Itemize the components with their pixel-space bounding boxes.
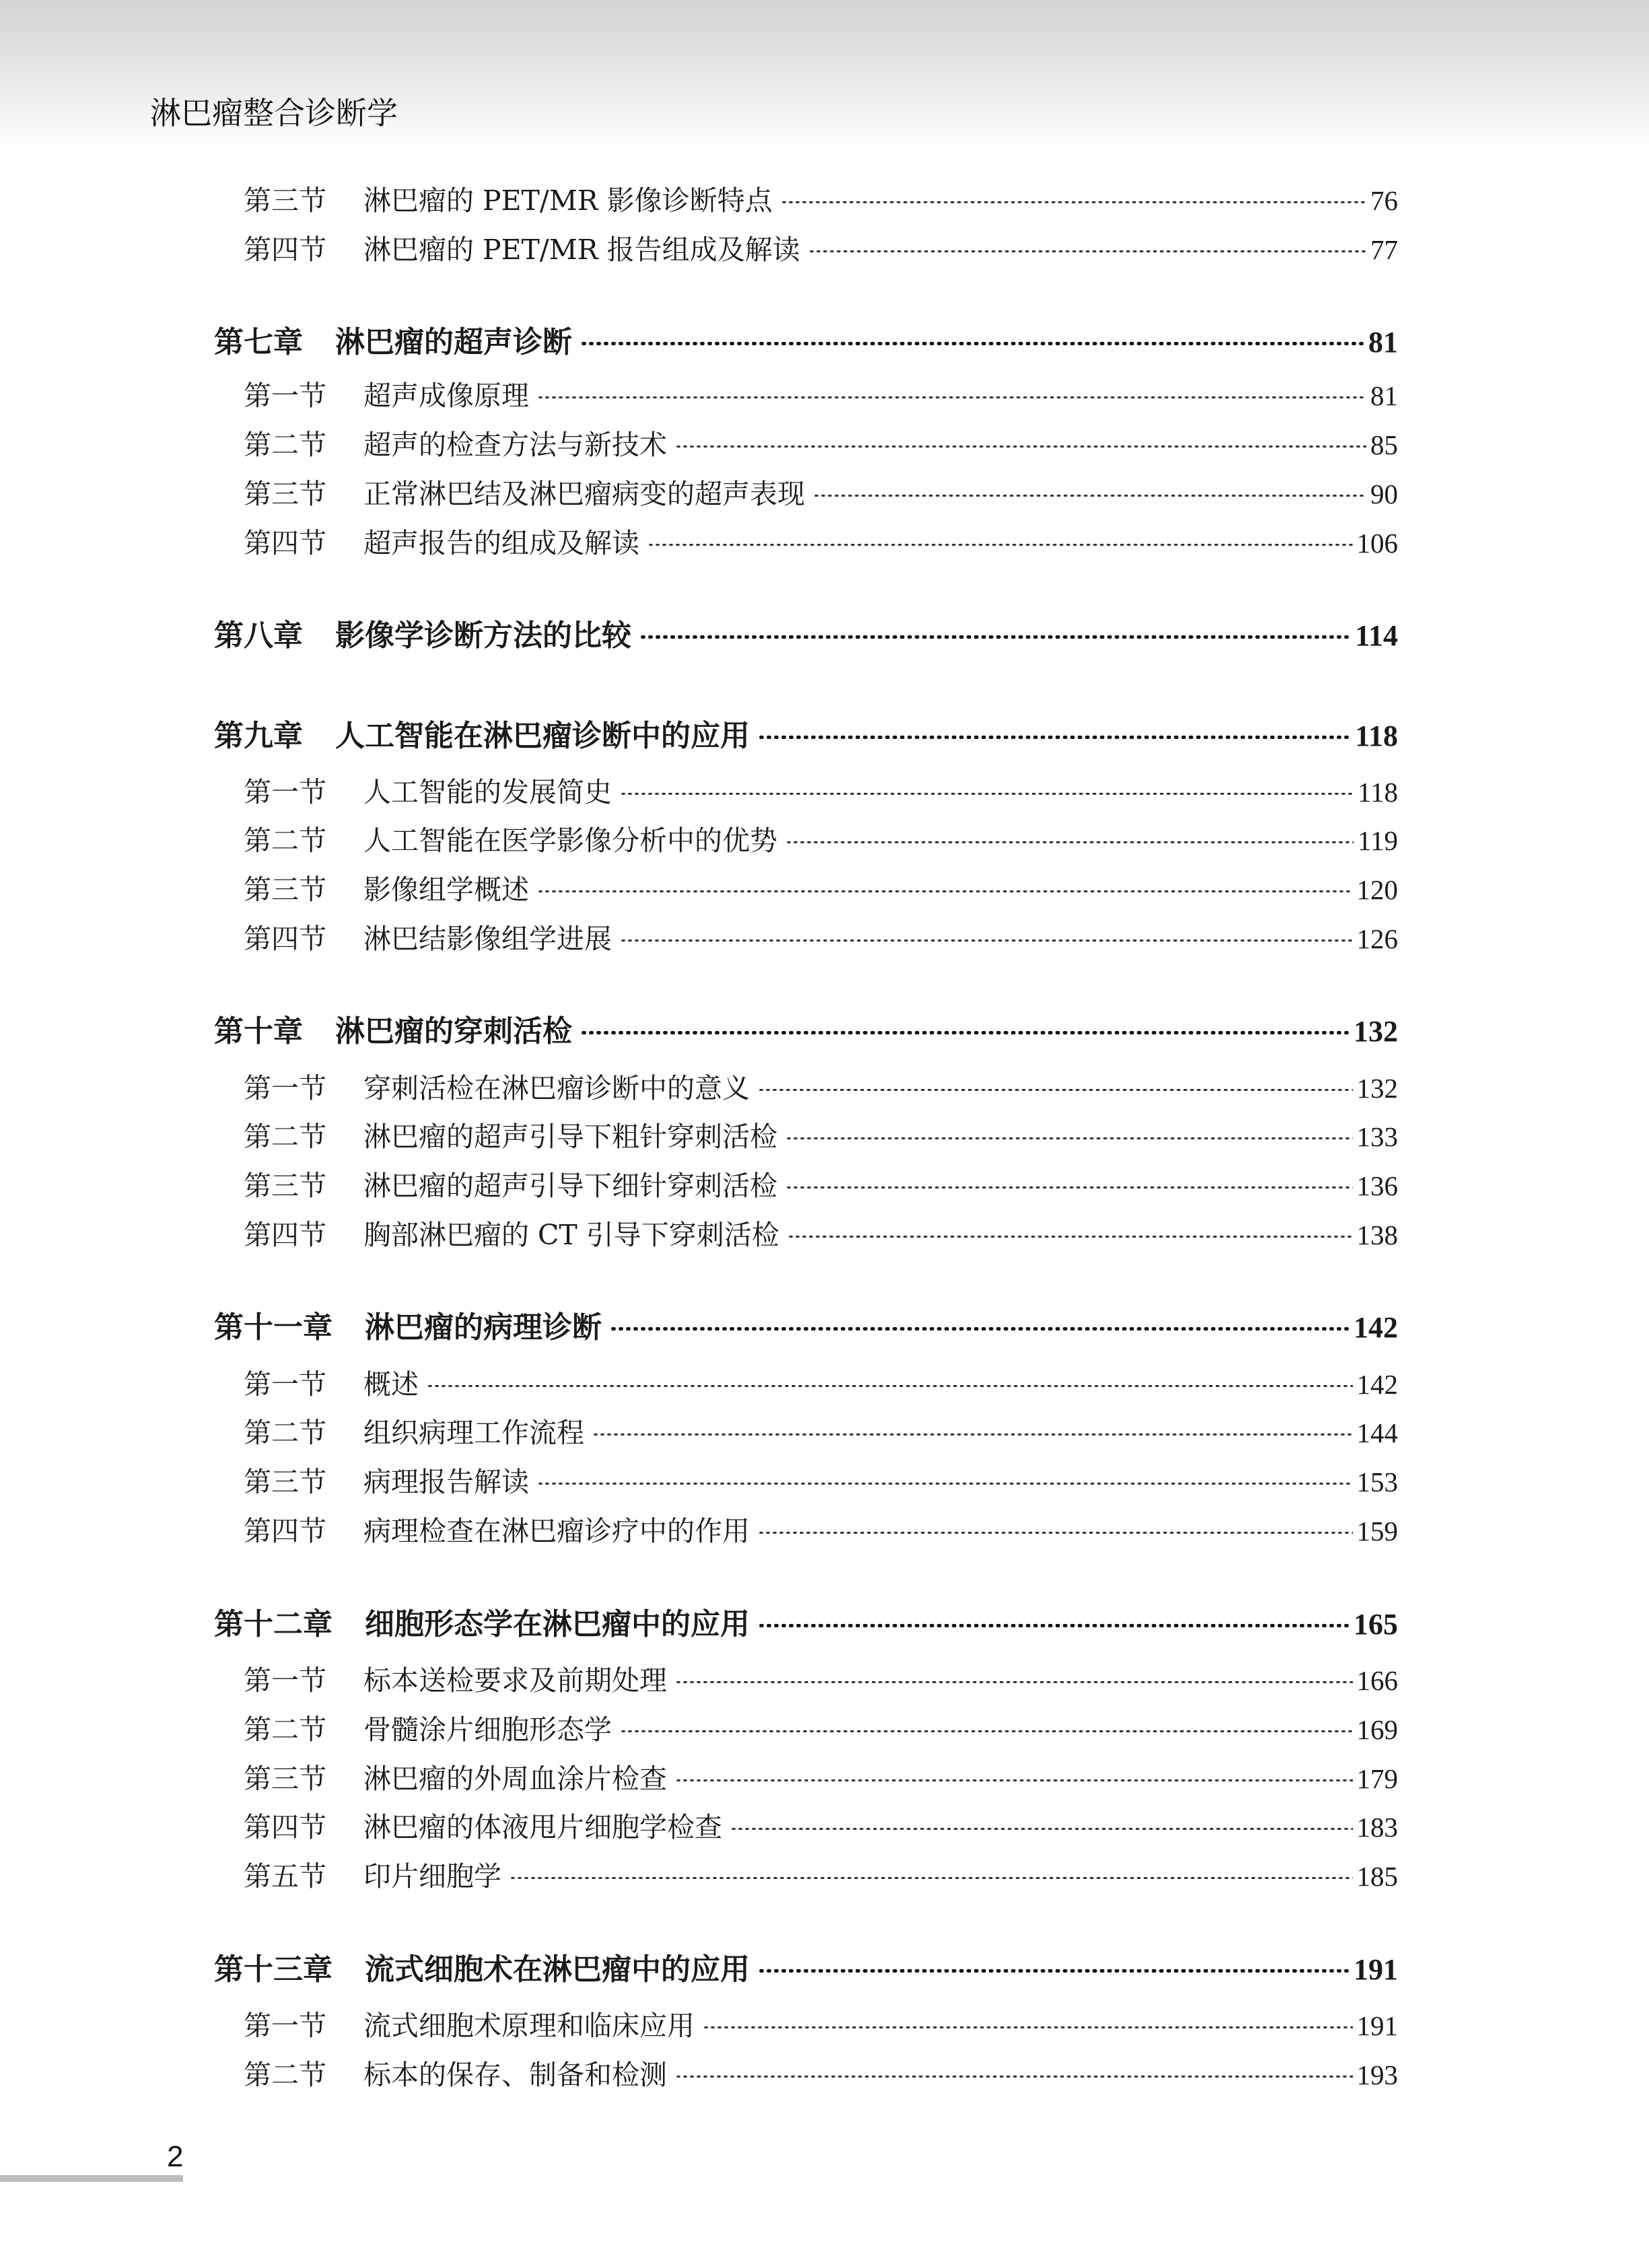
toc-entry-number: 第一节: [244, 1368, 326, 1401]
dot-leader: [813, 495, 1366, 497]
toc-entry-title: 淋巴瘤的超声引导下粗针穿刺活检: [363, 1121, 777, 1153]
toc-entry-page: 144: [1356, 1417, 1398, 1448]
toc-section-entry: [244, 1114, 1398, 1154]
toc-entry-title: 病理报告解读: [363, 1466, 529, 1498]
toc-section-entry: [244, 917, 1398, 956]
toc-entry-title: 超声的检查方法与新技术: [363, 429, 667, 461]
dot-leader: [639, 635, 1351, 639]
footer-bar: [0, 2175, 183, 2182]
toc-section-entry: [244, 1854, 1398, 1894]
toc-entry-number: 第三节: [244, 1466, 326, 1498]
toc-section-entry: [244, 1362, 1398, 1402]
toc-entry-title: 病理检查在淋巴瘤诊疗中的作用: [363, 1515, 750, 1547]
toc-entry-title: 细胞形态学在淋巴瘤中的应用: [365, 1607, 750, 1641]
toc-entry-title: 影像学诊断方法的比较: [335, 618, 631, 653]
toc-entry-title: 印片细胞学: [363, 1860, 501, 1892]
toc-entry-title: 淋巴瘤的 PET/MR 影像诊断特点: [363, 184, 773, 217]
toc-entry-title: 人工智能在淋巴瘤诊断中的应用: [335, 719, 750, 753]
toc-section-entry: [244, 227, 1398, 267]
toc-entry-number: 第二节: [244, 1713, 326, 1746]
dot-leader: [675, 446, 1366, 448]
toc-entry-number: 第四节: [244, 923, 326, 955]
toc-entry-number: 第三节: [244, 874, 326, 906]
toc-entry-number: 第二节: [244, 2059, 326, 2091]
toc-entry-page: 106: [1356, 528, 1398, 559]
dot-leader: [758, 1624, 1349, 1627]
toc-entry-page: 81: [1368, 326, 1398, 359]
toc-entry-page: 126: [1356, 923, 1398, 954]
dot-leader: [758, 1089, 1353, 1091]
toc-entry-page: 193: [1356, 2059, 1398, 2090]
toc-entry-title: 组织病理工作流程: [363, 1417, 584, 1449]
toc-entry-number: 第八章: [214, 618, 303, 653]
toc-entry-number: 第一节: [244, 2010, 326, 2042]
toc-entry-number: 第七章: [214, 325, 303, 359]
toc-entry-number: 第四节: [244, 527, 326, 559]
toc-entry-page: 81: [1370, 380, 1398, 411]
dot-leader: [785, 841, 1354, 843]
toc-section-entry: [244, 423, 1398, 462]
toc-entry-page: 165: [1354, 1608, 1398, 1641]
toc-entry-page: 119: [1358, 825, 1398, 856]
toc-entry-page: 138: [1356, 1219, 1398, 1250]
toc-entry-title: 影像组学概述: [363, 874, 529, 906]
toc-section-entry: [244, 1460, 1398, 1499]
dot-leader: [781, 201, 1366, 203]
toc-chapter-entry: [214, 318, 1398, 361]
toc-chapter-entry: [214, 1945, 1398, 1988]
toc-entry-title: 人工智能在医学影像分析中的优势: [363, 824, 777, 857]
toc-entry-title: 概述: [363, 1368, 419, 1401]
dot-leader: [758, 1532, 1353, 1534]
toc-entry-page: 132: [1356, 1073, 1398, 1104]
dot-leader: [675, 1681, 1353, 1683]
toc-entry-number: 第十章: [214, 1014, 303, 1049]
toc-entry-number: 第五节: [244, 1860, 326, 1892]
toc-entry-page: 90: [1370, 479, 1398, 509]
dot-leader: [537, 1483, 1353, 1485]
dot-leader: [620, 940, 1353, 942]
dot-leader: [785, 1186, 1353, 1189]
toc-entry-title: 超声成像原理: [363, 380, 529, 412]
toc-entry-page: 159: [1356, 1516, 1398, 1547]
toc-section-entry: [244, 1411, 1398, 1450]
dot-leader: [620, 793, 1354, 795]
toc-entry-number: 第十二章: [214, 1607, 332, 1641]
toc-chapter-entry: [214, 1007, 1398, 1050]
toc-entry-title: 淋巴瘤的外周血涂片检查: [363, 1763, 667, 1795]
toc-entry-number: 第四节: [244, 1811, 326, 1843]
toc-entry-title: 淋巴瘤的体液甩片细胞学检查: [363, 1811, 722, 1843]
dot-leader: [703, 2026, 1353, 2028]
dot-leader: [787, 1236, 1353, 1238]
toc-section-entry: [244, 818, 1398, 858]
dot-leader: [580, 342, 1364, 345]
toc-entry-number: 第三节: [244, 184, 326, 217]
toc-entry-number: 第二节: [244, 1121, 326, 1153]
toc-entry-title: 淋巴瘤的 PET/MR 报告组成及解读: [363, 234, 800, 266]
dot-leader: [620, 1730, 1353, 1732]
toc-entry-number: 第二节: [244, 1417, 326, 1449]
toc-entry-page: 120: [1356, 874, 1398, 905]
toc-section-entry: [244, 2053, 1398, 2092]
toc-entry-page: 191: [1354, 1953, 1398, 1986]
toc-entry-number: 第十一章: [214, 1310, 332, 1345]
toc-chapter-entry: [214, 611, 1398, 654]
toc-section-entry: [244, 1164, 1398, 1203]
toc-entry-title: 超声报告的组成及解读: [363, 527, 639, 559]
toc-entry-page: 183: [1356, 1812, 1398, 1843]
toc-entry-title: 淋巴瘤的超声诊断: [335, 325, 572, 359]
toc-section-entry: [244, 472, 1398, 511]
toc-entry-page: 118: [1355, 719, 1398, 752]
toc-entry-number: 第三节: [244, 1170, 326, 1202]
toc-entry-number: 第一节: [244, 380, 326, 412]
dot-leader: [785, 1137, 1353, 1139]
dot-leader: [510, 1877, 1353, 1879]
dot-leader: [610, 1327, 1349, 1331]
running-header-title: 淋巴瘤整合诊断学: [150, 95, 398, 131]
toc-section-entry: [244, 770, 1398, 810]
toc-section-entry: [244, 1658, 1398, 1698]
toc-entry-title: 淋巴瘤的穿刺活检: [335, 1014, 572, 1049]
toc-section-entry: [244, 867, 1398, 907]
dot-leader: [808, 250, 1366, 252]
toc-entry-page: 114: [1355, 619, 1398, 652]
toc-section-entry: [244, 2004, 1398, 2043]
toc-entry-title: 人工智能的发展简史: [363, 776, 612, 808]
dot-leader: [758, 736, 1351, 739]
toc-entry-title: 正常淋巴结及淋巴瘤病变的超声表现: [363, 478, 805, 510]
toc-entry-title: 骨髓涂片细胞形态学: [363, 1713, 612, 1746]
toc-section-entry: [244, 521, 1398, 561]
page-number: 2: [167, 2140, 184, 2173]
toc-entry-title: 淋巴结影像组学进展: [363, 923, 612, 955]
dot-leader: [758, 1969, 1349, 1973]
toc-entry-title: 标本的保存、制备和检测: [363, 2059, 667, 2091]
toc-entry-title: 流式细胞术原理和临床应用: [363, 2010, 695, 2042]
dot-leader: [537, 890, 1353, 892]
toc-entry-page: 142: [1354, 1311, 1398, 1344]
toc-entry-number: 第四节: [244, 1515, 326, 1547]
toc-entry-number: 第一节: [244, 1072, 326, 1104]
toc-entry-title: 穿刺活检在淋巴瘤诊断中的意义: [363, 1072, 750, 1104]
toc-entry-page: 185: [1356, 1861, 1398, 1892]
toc-entry-number: 第十三章: [214, 1952, 332, 1987]
toc-chapter-entry: [214, 711, 1398, 754]
toc-entry-title: 标本送检要求及前期处理: [363, 1664, 667, 1697]
toc-section-entry: [244, 1066, 1398, 1106]
toc-entry-page: 85: [1370, 429, 1398, 460]
toc-section-entry: [244, 1757, 1398, 1796]
toc-section-entry: [244, 178, 1398, 218]
toc-entry-title: 胸部淋巴瘤的 CT 引导下穿刺活检: [363, 1219, 779, 1251]
toc-entry-number: 第二节: [244, 429, 326, 461]
toc-entry-page: 166: [1356, 1665, 1398, 1696]
toc-entry-page: 132: [1354, 1015, 1398, 1048]
toc-entry-page: 76: [1370, 185, 1398, 216]
toc-section-entry: [244, 1213, 1398, 1252]
toc-entry-number: 第二节: [244, 824, 326, 857]
dot-leader: [675, 1779, 1353, 1781]
toc-entry-page: 118: [1358, 777, 1398, 808]
toc-entry-number: 第三节: [244, 478, 326, 510]
toc-entry-number: 第一节: [244, 1664, 326, 1697]
dot-leader: [537, 396, 1366, 398]
toc-entry-page: 133: [1356, 1121, 1398, 1152]
toc-entry-page: 77: [1370, 234, 1398, 265]
toc-entry-number: 第四节: [244, 234, 326, 266]
toc-entry-page: 191: [1356, 2010, 1398, 2041]
toc-entry-page: 169: [1356, 1714, 1398, 1745]
toc-entry-number: 第九章: [214, 719, 303, 753]
dot-leader: [427, 1385, 1353, 1387]
toc-entry-number: 第一节: [244, 776, 326, 808]
toc-section-entry: [244, 1707, 1398, 1747]
toc-entry-title: 淋巴瘤的病理诊断: [365, 1310, 602, 1345]
toc-entry-title: 流式细胞术在淋巴瘤中的应用: [365, 1952, 750, 1987]
toc-section-entry: [244, 1805, 1398, 1845]
toc-entry-number: 第三节: [244, 1763, 326, 1795]
toc-section-entry: [244, 374, 1398, 413]
toc-entry-page: 179: [1356, 1763, 1398, 1794]
toc-entry-page: 153: [1356, 1466, 1398, 1497]
toc-chapter-entry: [214, 1303, 1398, 1346]
toc-entry-title: 淋巴瘤的超声引导下细针穿刺活检: [363, 1170, 777, 1202]
dot-leader: [647, 544, 1353, 546]
dot-leader: [730, 1828, 1353, 1830]
dot-leader: [580, 1031, 1349, 1034]
toc-entry-page: 142: [1356, 1369, 1398, 1400]
toc-section-entry: [244, 1509, 1398, 1549]
dot-leader: [675, 2076, 1353, 2078]
toc-entry-number: 第四节: [244, 1219, 326, 1251]
dot-leader: [592, 1433, 1353, 1436]
toc-entry-page: 136: [1356, 1170, 1398, 1201]
toc-chapter-entry: [214, 1600, 1398, 1643]
